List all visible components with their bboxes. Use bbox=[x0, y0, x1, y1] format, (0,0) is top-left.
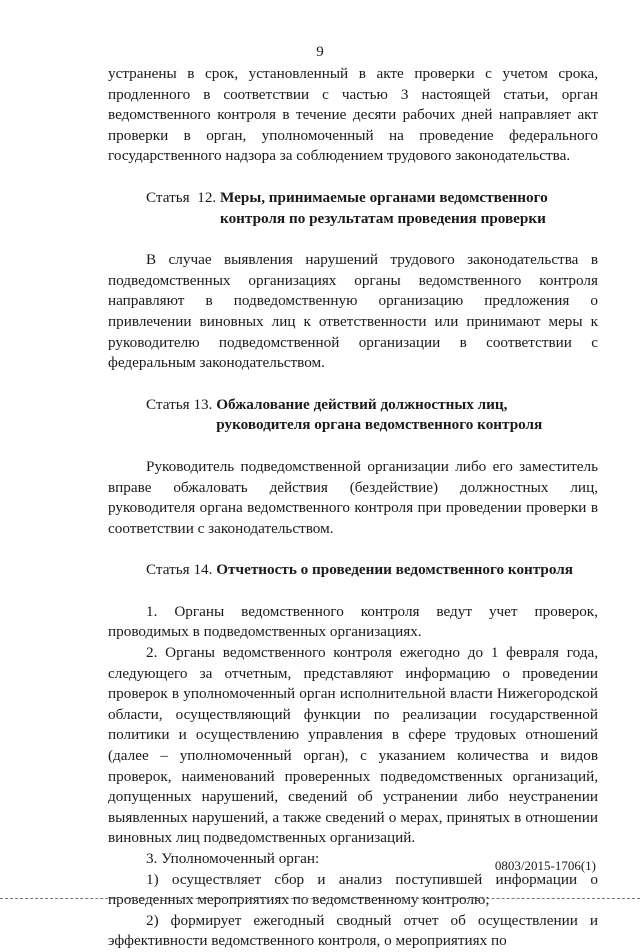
article-14-label: Статья 14. bbox=[146, 561, 217, 579]
page-number: 9 bbox=[316, 44, 324, 60]
paragraph-continuation: устранены в срок, установленный в акте проверки с учетом срока, продленного в соответствии с частью 3 настоящей статьи, орган ведомственного контроля в течение десяти рабочих дней направляет акт проверки в орган, уполномоченный на проведение федерального государственного надзора за соблюдением трудового законодательства. bbox=[108, 65, 598, 165]
article-13-text: Руководитель подведомственной организации либо его заместитель вправе обжаловать действия (бездействие) должностных лиц, руководителя органа ведомственного контроля при проведении проверки в соответствии с законодательством. bbox=[108, 457, 598, 537]
article-13-heading bbox=[108, 395, 598, 436]
article-12-title: Меры, принимаемые органами ведомственного контроля по результатам проведения проверки bbox=[220, 188, 548, 227]
article-14-item-1: 1. Органы ведомственного контроля ведут учет проверок, проводимых в подведомственных организациях. bbox=[108, 602, 598, 641]
document-code: 0803/2015-1706(1) bbox=[494, 858, 596, 873]
page-bottom-rule bbox=[0, 898, 640, 899]
article-14-heading bbox=[108, 560, 598, 581]
article-13-label: Статья 13. bbox=[146, 395, 217, 413]
article-14-item-2: 2. Органы ведомственного контроля ежегодно до 1 февраля года, следующего за отчетным, представляют информацию о проведении проверок в уполномоченный орган исполнительной власти Нижегородской области, осуществляющий функции по реализации государственной политики и осуществлению управления в сфере трудовых отношений (далее – уполномоченный орган), с указанием количества и видов проверок, наименований проверенных подведомственных организаций, допущенных нарушений, сведений об устранении либо неустранении выявленных нарушений, а также сведений о мерах, принятых в отношении виновных лиц подведомственных организаций. bbox=[108, 644, 598, 847]
article-12-text: В случае выявления нарушений трудового законодательства в подведомственных организациях органы ведомственного контроля направляют в подведомственную организацию предложения о привлечении виновных лиц к ответственности или принимают меры к руководителю подведомственной организации в соответствии с федеральным законодательством. bbox=[108, 251, 598, 372]
article-14-item-3: 3. Уполномоченный орган: bbox=[146, 850, 320, 867]
article-14-title: Отчетность о проведении ведомственного контроля bbox=[216, 561, 574, 579]
article-14-item-3-1: 1) осуществляет сбор и анализ поступившей информации о проведенных мероприятиях по ведомственному контролю; bbox=[108, 870, 598, 909]
article-12-heading bbox=[108, 188, 598, 229]
article-14-item-3-2: 2) формирует ежегодный сводный отчет об осуществлении и эффективности ведомственного контроля, о мероприятиях по bbox=[108, 911, 598, 950]
article-13-title: Обжалование действий должностных лиц, руководителя органа ведомственного контроля bbox=[216, 395, 543, 434]
document-body bbox=[108, 64, 598, 952]
article-12-label: Статья 12. bbox=[146, 188, 221, 206]
